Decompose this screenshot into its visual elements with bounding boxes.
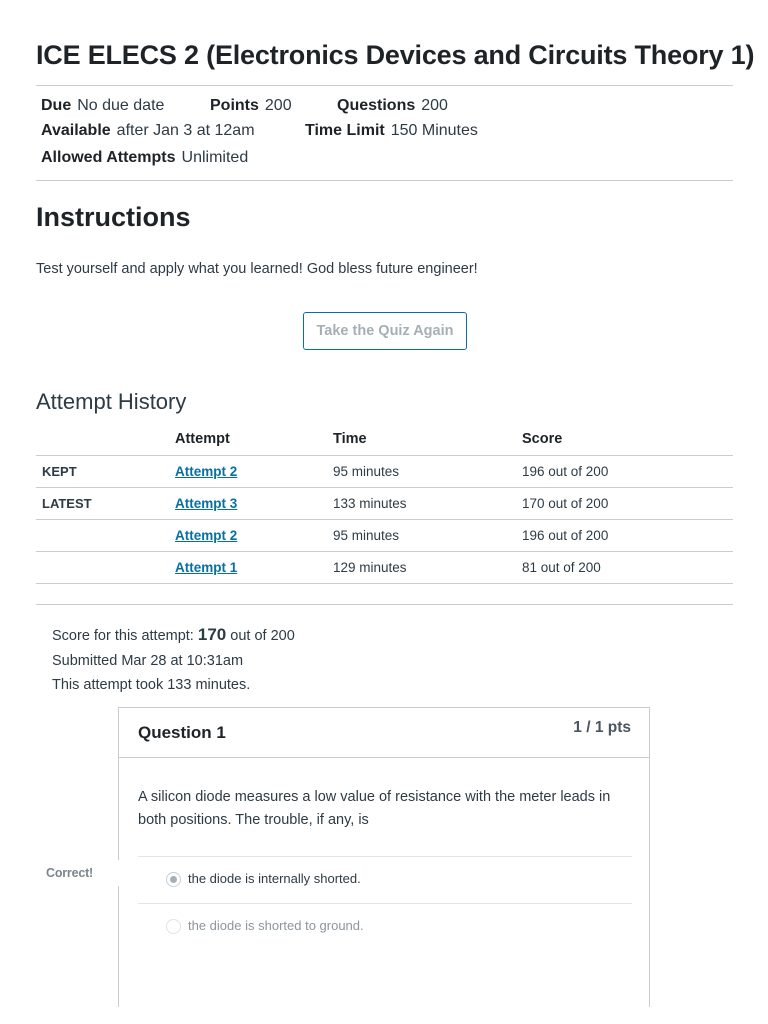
available-info [41, 122, 255, 140]
table-row [36, 487, 733, 519]
radio-selected-icon[interactable] [166, 872, 181, 887]
attempt-score: 81 out of 200 [522, 551, 733, 583]
time-limit-value: 150 Minutes [390, 122, 478, 139]
submitted-line: Submitted Mar 28 at 10:31am [52, 652, 244, 669]
due-label: Due [41, 97, 72, 114]
divider [36, 180, 733, 181]
questions-info [337, 97, 448, 115]
attempt-tag: KEPT [36, 455, 175, 487]
radio-unselected-icon[interactable] [166, 919, 181, 934]
answer-label: the diode is internally shorted. [188, 871, 361, 886]
answer-option[interactable] [138, 903, 632, 950]
attempt-score: 196 out of 200 [522, 519, 733, 551]
attempts-value: Unlimited [181, 149, 249, 166]
instructions-text: Test yourself and apply what you learned! God bless future engineer! [36, 261, 478, 277]
divider [36, 85, 733, 86]
table-row [36, 551, 733, 583]
questions-value: 200 [421, 97, 448, 114]
attempts-label: Allowed Attempts [41, 149, 176, 166]
points-label: Points [210, 97, 259, 114]
score-suffix: out of 200 [226, 628, 295, 644]
attempt-link[interactable]: Attempt 2 [175, 463, 238, 479]
time-limit-label: Time Limit [305, 122, 385, 139]
answer-option[interactable] [138, 856, 632, 903]
attempt-history-heading: Attempt History [36, 389, 187, 414]
take-quiz-again-button[interactable]: Take the Quiz Again [303, 312, 467, 350]
attempt-time: 95 minutes [333, 519, 522, 551]
attempt-tag [36, 519, 175, 551]
question-header [119, 708, 649, 758]
question-card [118, 707, 650, 1007]
attempt-link[interactable]: Attempt 3 [175, 495, 238, 511]
attempt-history-table [36, 424, 733, 584]
quiz-title: ICE ELECS 2 (Electronics Devices and Circuits Theory 1) [36, 40, 755, 70]
question-title: Question 1 [138, 723, 226, 742]
table-row [36, 519, 733, 551]
points-info [210, 97, 292, 115]
attempt-score: 196 out of 200 [522, 455, 733, 487]
column-header-attempt: Attempt [175, 424, 333, 455]
due-value: No due date [77, 97, 165, 114]
question-text: A silicon diode measures a low value of resistance with the meter leads in both positions. The trouble, if any, is [138, 789, 611, 828]
available-label: Available [41, 122, 111, 139]
attempt-score: 170 out of 200 [522, 487, 733, 519]
score-value: 170 [197, 625, 227, 644]
attempt-summary [52, 623, 295, 698]
column-header-time: Time [333, 424, 522, 455]
instructions-heading: Instructions [36, 202, 191, 232]
table-row [36, 455, 733, 487]
table-header-row [36, 424, 733, 455]
column-header-score: Score [522, 424, 733, 455]
score-prefix: Score for this attempt: [52, 628, 198, 644]
attempt-link[interactable]: Attempt 2 [175, 527, 238, 543]
questions-label: Questions [337, 97, 416, 114]
correct-answer-flag: Correct! [30, 860, 120, 886]
answer-label: the diode is shorted to ground. [188, 918, 364, 933]
duration-line: This attempt took 133 minutes. [52, 677, 251, 693]
divider [36, 604, 733, 605]
attempt-time: 129 minutes [333, 551, 522, 583]
column-header-tag [36, 424, 175, 455]
time-limit-info [305, 122, 478, 140]
attempt-tag [36, 551, 175, 583]
attempt-tag: LATEST [36, 487, 175, 519]
attempt-link[interactable]: Attempt 1 [175, 559, 238, 575]
points-value: 200 [264, 97, 292, 114]
available-value: after Jan 3 at 12am [116, 122, 255, 139]
attempt-time: 95 minutes [333, 455, 522, 487]
score-line [52, 623, 295, 649]
due-info [41, 97, 164, 115]
attempts-info [41, 149, 248, 167]
attempt-time: 133 minutes [333, 487, 522, 519]
question-points: 1 / 1 pts [573, 719, 631, 736]
